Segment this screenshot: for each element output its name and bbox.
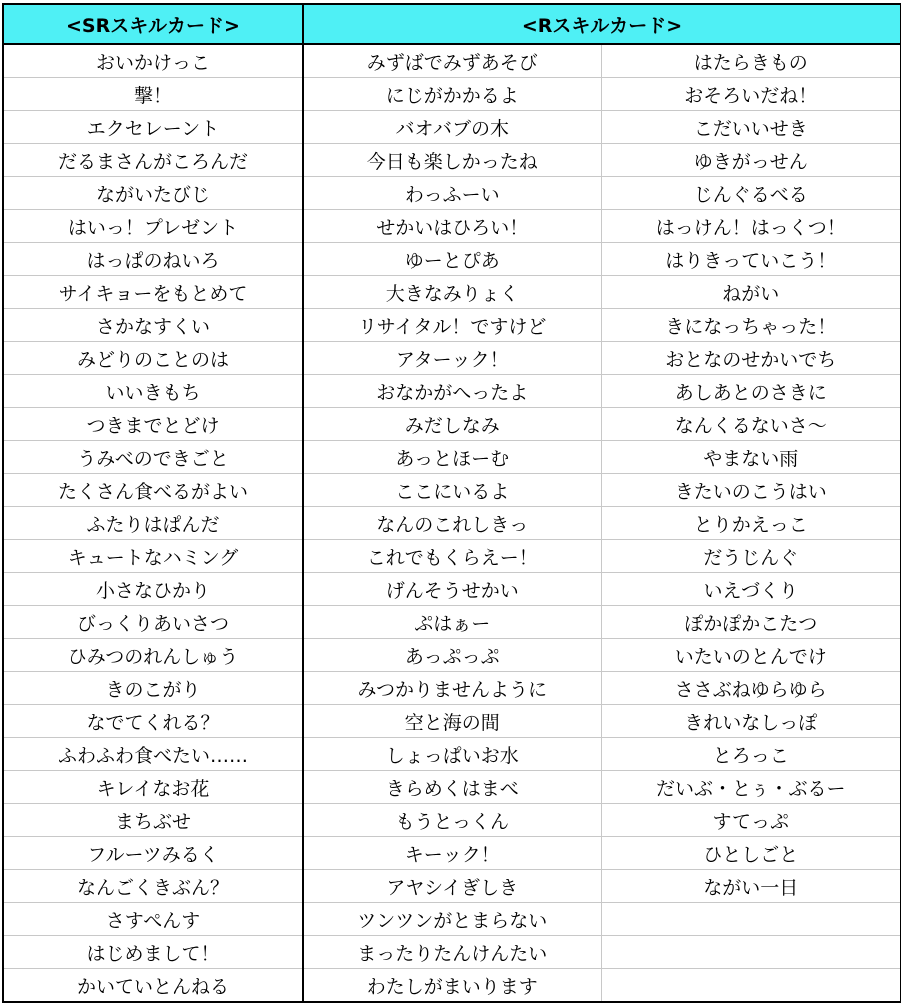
sr-card-cell: さすぺんす [3,903,303,936]
table-row [3,210,901,243]
r-card-cell-col1: まったりたんけんたい [303,936,601,969]
r-card-cell-col1: しょっぱいお水 [303,738,601,771]
sr-card-cell: いいきもち [3,375,303,408]
table-row [3,408,901,441]
table-row [3,44,901,78]
r-card-cell-col1: ツンツンがとまらない [303,903,601,936]
r-card-cell-col1: ゆーとぴあ [303,243,601,276]
r-card-cell-col2: じんぐるべる [601,177,901,210]
r-card-cell-col1: これでもくらえー！ [303,540,601,573]
r-card-cell-col2: あしあとのさきに [601,375,901,408]
sr-card-cell: なんごくきぶん？ [3,870,303,903]
r-card-cell-col1: おなかがへったよ [303,375,601,408]
r-card-cell-col1: せかいはひろい！ [303,210,601,243]
sr-card-cell: びっくりあいさつ [3,606,303,639]
r-card-cell-col2: おそろいだね！ [601,78,901,111]
table-row [3,672,901,705]
header-row [3,4,901,44]
table-row [3,507,901,540]
table-row [3,540,901,573]
table-row [3,144,901,177]
r-card-cell-col2: はたらきもの [601,44,901,78]
sr-card-cell: おいかけっこ [3,44,303,78]
r-card-cell-col2: ながい一日 [601,870,901,903]
table-row [3,639,901,672]
sr-card-cell: さかなすくい [3,309,303,342]
sr-card-cell: ふわふわ食べたい…… [3,738,303,771]
skill-card-table [2,3,901,1003]
sr-card-cell: サイキョーをもとめて [3,276,303,309]
r-card-cell-col1: みつかりませんように [303,672,601,705]
r-card-cell-col2: なんくるないさ～ [601,408,901,441]
sr-card-cell: ひみつのれんしゅう [3,639,303,672]
r-card-cell-col1: わたしがまいります [303,969,601,1003]
table-row [3,738,901,771]
table-row [3,78,901,111]
r-card-cell-col2: はりきっていこう！ [601,243,901,276]
r-card-cell-col2: きになっちゃった！ [601,309,901,342]
r-card-cell-col2: ひとしごと [601,837,901,870]
r-card-cell-col1: わっふーい [303,177,601,210]
r-card-cell-col2 [601,903,901,936]
r-card-cell-col2: だいぶ・とぅ・ぶるー [601,771,901,804]
sr-card-cell: だるまさんがころんだ [3,144,303,177]
table-row [3,573,901,606]
r-card-cell-col2: ささぶねゆらゆら [601,672,901,705]
sr-card-cell: キュートなハミング [3,540,303,573]
table-row [3,177,901,210]
r-card-cell-col1: もうとっくん [303,804,601,837]
r-card-cell-col1: ここにいるよ [303,474,601,507]
table-row [3,771,901,804]
table-row [3,474,901,507]
table-row [3,309,901,342]
r-card-cell-col1: みだしなみ [303,408,601,441]
r-card-cell-col1: 大きなみりょく [303,276,601,309]
r-card-cell-col1: バオバブの木 [303,111,601,144]
sr-card-cell: うみべのできごと [3,441,303,474]
sr-card-cell: はじめまして！ [3,936,303,969]
r-card-cell-col1: リサイタル！ですけど [303,309,601,342]
r-header: <Rスキルカード> [303,4,901,44]
table-row [3,606,901,639]
sr-card-cell: まちぶせ [3,804,303,837]
r-card-cell-col1: げんそうせかい [303,573,601,606]
r-card-cell-col1: きらめくはまべ [303,771,601,804]
table-row [3,705,901,738]
sr-card-cell: ふたりはぱんだ [3,507,303,540]
sr-header: <SRスキルカード> [3,4,303,44]
r-card-cell-col2: とりかえっこ [601,507,901,540]
r-card-cell-col1: にじがかかるよ [303,78,601,111]
r-card-cell-col2: ねがい [601,276,901,309]
r-card-cell-col2: いえづくり [601,573,901,606]
table-row [3,111,901,144]
sr-card-cell: 撃！ [3,78,303,111]
sr-card-cell: きのこがり [3,672,303,705]
table-row [3,243,901,276]
r-card-cell-col1: アヤシイぎしき [303,870,601,903]
r-card-cell-col2: とろっこ [601,738,901,771]
r-card-cell-col2: きたいのこうはい [601,474,901,507]
r-card-cell-col1: アターック！ [303,342,601,375]
r-card-cell-col1: なんのこれしきっ [303,507,601,540]
sr-card-cell: エクセレーント [3,111,303,144]
r-card-cell-col2: いたいのとんでけ [601,639,901,672]
r-card-cell-col2: だうじんぐ [601,540,901,573]
sr-card-cell: たくさん食べるがよい [3,474,303,507]
r-card-cell-col1: あっぷっぷ [303,639,601,672]
sr-card-cell: フルーツみるく [3,837,303,870]
r-card-cell-col1: 今日も楽しかったね [303,144,601,177]
table-row [3,342,901,375]
r-card-cell-col2: きれいなしっぽ [601,705,901,738]
sr-card-cell: キレイなお花 [3,771,303,804]
r-card-cell-col1: 空と海の間 [303,705,601,738]
table-row [3,969,901,1003]
sr-card-cell: 小さなひかり [3,573,303,606]
table-row [3,276,901,309]
table-body [3,44,901,1002]
sr-card-cell: かいていとんねる [3,969,303,1003]
table-row [3,837,901,870]
r-card-cell-col1: ぷはぁー [303,606,601,639]
sr-card-cell: みどりのことのは [3,342,303,375]
r-card-cell-col1: みずばでみずあそび [303,44,601,78]
sr-card-cell: はっぱのねいろ [3,243,303,276]
r-card-cell-col1: キーック！ [303,837,601,870]
table-row [3,936,901,969]
r-card-cell-col2: こだいいせき [601,111,901,144]
sr-card-cell: ながいたびじ [3,177,303,210]
r-card-cell-col2: やまない雨 [601,441,901,474]
r-card-cell-col2: おとなのせかいでち [601,342,901,375]
r-card-cell-col1: あっとほーむ [303,441,601,474]
table-row [3,903,901,936]
r-card-cell-col2: すてっぷ [601,804,901,837]
table-row [3,804,901,837]
r-card-cell-col2: ゆきがっせん [601,144,901,177]
table-row [3,870,901,903]
sr-card-cell: なでてくれる？ [3,705,303,738]
sr-card-cell: はいっ！プレゼント [3,210,303,243]
r-card-cell-col2 [601,936,901,969]
r-card-cell-col2: ぽかぽかこたつ [601,606,901,639]
sr-card-cell: つきまでとどけ [3,408,303,441]
r-card-cell-col2 [601,969,901,1003]
table-row [3,375,901,408]
table-row [3,441,901,474]
r-card-cell-col2: はっけん！はっくつ！ [601,210,901,243]
